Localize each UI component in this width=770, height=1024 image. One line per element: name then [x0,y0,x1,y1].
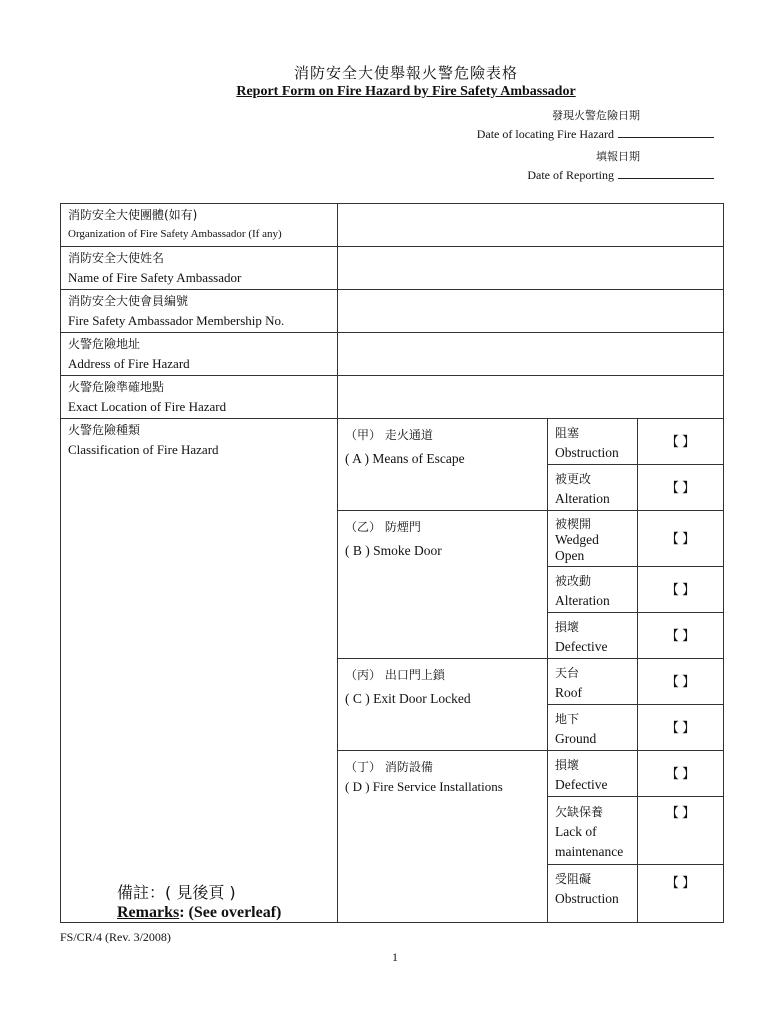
option-c-roof [548,659,638,705]
option-label-zh: 地下 [555,712,580,726]
date-reporting-field[interactable] [618,168,714,179]
option-label-zh: 天台 [555,666,580,680]
checkbox-a-alteration[interactable] [638,465,724,511]
option-label-en: Lack of maintenance [555,824,624,859]
address-input[interactable] [338,333,724,376]
option-a-obstruction [548,419,638,465]
option-label-zh: 被更改 [555,472,592,486]
option-b-wedged [548,511,638,567]
organization-label-en: Organization of Fire Safety Ambassador (If any) [68,228,282,240]
date-locating-row [477,127,714,142]
option-label-en: Defective [555,639,608,654]
checkbox-brackets: 【 】 [665,766,696,781]
name-input[interactable] [338,247,724,290]
form-code: FS/CR/4 (Rev. 3/2008) [60,930,171,944]
option-label-zh: 損壞 [555,620,580,634]
checkbox-b-alteration[interactable] [638,567,724,613]
option-label-zh: 損壞 [555,758,580,772]
membership-label [61,290,338,333]
checkbox-d-defective[interactable] [638,751,724,797]
option-label-en: Wedged Open [555,532,599,563]
row-organization [61,204,724,247]
option-b-defective [548,613,638,659]
row-membership [61,290,724,333]
option-d-obstruction [548,865,638,923]
category-a [338,419,548,511]
checkbox-brackets: 【 】 [665,531,696,546]
checkbox-brackets: 【 】 [665,674,696,689]
checkbox-a-obstruction[interactable] [638,419,724,465]
checkbox-brackets: 【 】 [665,805,696,820]
name-label-zh: 消防安全大使姓名 [68,251,165,265]
option-label-en: Defective [555,777,608,792]
option-label-en: Roof [555,685,582,700]
category-b [338,511,548,659]
checkbox-d-obstruction[interactable] [638,865,724,923]
option-d-maintenance [548,797,638,865]
checkbox-d-maintenance[interactable] [638,797,724,865]
form-title-english: Report Form on Fire Hazard by Fire Safety Ambassador [236,84,576,99]
checkbox-c-roof[interactable] [638,659,724,705]
membership-label-en: Fire Safety Ambassador Membership No. [68,313,285,328]
option-label-en: Alteration [555,593,610,608]
checkbox-brackets: 【 】 [665,480,696,495]
membership-input[interactable] [338,290,724,333]
address-label [61,333,338,376]
category-c-zh: （丙） 出口門上鎖 [345,668,445,682]
date-locating-field[interactable] [618,127,714,138]
form-title-chinese: 消防安全大使舉報火警危險表格 [293,64,518,82]
option-c-ground [548,705,638,751]
row-location [61,376,724,419]
option-label-zh: 被楔開 [555,517,592,531]
membership-label-zh: 消防安全大使會員編號 [68,294,189,308]
organization-input[interactable] [338,204,724,247]
checkbox-c-ground[interactable] [638,705,724,751]
date-reporting-row [527,168,714,183]
row-address [61,333,724,376]
organization-label [61,204,338,247]
option-label-zh: 欠缺保養 [555,805,604,819]
option-d-defective [548,751,638,797]
category-d-en: ( D ) Fire Service Installations [345,779,503,794]
category-c-en: ( C ) Exit Door Locked [345,691,471,706]
location-label [61,376,338,419]
option-row [61,419,724,465]
location-label-zh: 火警危險準確地點 [68,380,165,394]
date-reporting-label: Date of Reporting [527,168,614,182]
checkbox-b-wedged[interactable] [638,511,724,567]
classification-label-en: Classification of Fire Hazard [68,442,219,457]
option-label-zh: 受阻礙 [555,872,592,886]
checkbox-brackets: 【 】 [665,875,696,890]
organization-label-zh: 消防安全大使團體(如有) [68,208,198,222]
category-b-en: ( B ) Smoke Door [345,543,442,558]
remarks-heading [117,904,281,922]
remarks-note: : (See overleaf) [179,904,282,921]
option-b-alteration [548,567,638,613]
address-label-en: Address of Fire Hazard [68,356,190,371]
checkbox-b-defective[interactable] [638,613,724,659]
category-b-zh: （乙） 防煙門 [345,520,421,534]
date-reporting-label-zh: 填報日期 [596,150,640,163]
checkbox-brackets: 【 】 [665,582,696,597]
page-number: 1 [392,950,398,964]
report-form-table [60,203,724,923]
option-label-en: Obstruction [555,891,619,906]
option-label-zh: 阻塞 [555,426,580,440]
remarks-label: Remarks [117,904,180,921]
location-label-en: Exact Location of Fire Hazard [68,399,227,414]
option-label-en: Ground [555,731,597,746]
date-locating-label-zh: 發現火警危險日期 [552,109,640,122]
option-a-alteration [548,465,638,511]
category-d [338,751,548,923]
checkbox-brackets: 【 】 [665,434,696,449]
name-label [61,247,338,290]
remarks-heading-zh: 備註：( 見後頁 ) [117,883,236,902]
category-d-zh: （丁） 消防設備 [345,760,433,774]
category-a-en: ( A ) Means of Escape [345,451,465,466]
checkbox-brackets: 【 】 [665,628,696,643]
option-label-zh: 被改動 [555,574,592,588]
category-c [338,659,548,751]
classification-label-zh: 火警危險種類 [68,423,141,437]
classification-label [61,419,338,923]
date-locating-label: Date of locating Fire Hazard [476,127,614,141]
name-label-en: Name of Fire Safety Ambassador [68,270,242,285]
option-label-en: Obstruction [555,445,619,460]
address-label-zh: 火警危險地址 [68,337,141,351]
option-label-en: Alteration [555,491,610,506]
location-input[interactable] [338,376,724,419]
row-name [61,247,724,290]
checkbox-brackets: 【 】 [665,720,696,735]
category-a-zh: （甲） 走火通道 [345,428,433,442]
